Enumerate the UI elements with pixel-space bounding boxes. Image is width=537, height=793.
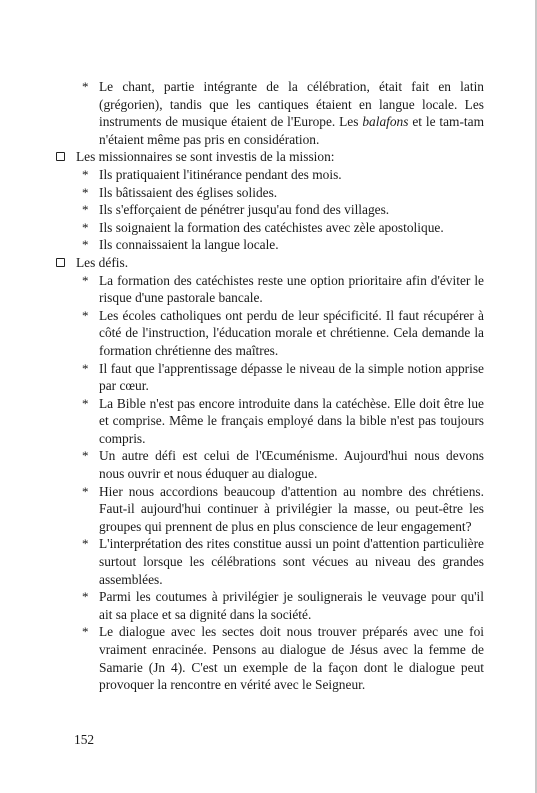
text-run: Le chant, partie intégrante de la célébration, était fait en latin (grégorien), tandis que les cantiques étaient en langue locale. Les instruments de musique étaient de l'Europe. Les [99,79,484,130]
list-item-text: Un autre défi est celui de l'Œcuménisme. Aujourd'hui nous devons nous ouvrir et nous éduquer au dialogue. [99,448,484,482]
list-item-text: Ils s'efforçaient de pénétrer jusqu'au fond des villages. [99,202,390,218]
section-defis [54,254,484,272]
list-item [74,236,484,254]
list-item [74,201,484,219]
list-item [74,360,484,395]
asterisk-bullet: * [82,307,89,323]
asterisk-bullet: * [82,202,89,218]
asterisk-bullet: * [82,483,89,499]
asterisk-bullet: * [82,360,89,376]
asterisk-bullet: * [82,272,89,288]
page-text [74,78,484,694]
list-item [74,307,484,360]
list-item-chant [74,78,484,148]
list-item-text: Parmi les coutumes à privilégier je soulignerais le veuvage pour qu'il ait sa place et sa dignité dans la société. [99,589,484,622]
section-missionnaires [54,148,484,166]
asterisk-bullet: * [82,166,89,182]
list-item-text: Le dialogue avec les sectes doit nous trouver préparés avec une foi vraiment enracinée. Pensons au dialogue de Jésus avec la femme de Samarie (Jn 4). C'est un exemple de la façon dont le dialogue peut provoquer la rencontre en vérité avec le Seigneur. [99,624,484,693]
list-item-text: Ils pratiquaient l'itinérance pendant des mois. [99,166,342,182]
list-item [74,219,484,237]
list-item-text: Il faut que l'apprentissage dépasse le niveau de la simple notion apprise par cœur. [99,360,484,394]
list-item-text: Les écoles catholiques ont perdu de leur spécificité. Il faut récupérer à côté de l'instruction, l'éducation morale et chrétienne. Cela demande la formation chrétienne des maîtres. [99,307,484,358]
list-item-text: L'interprétation des rites constitue aussi un point d'attention particulière surtout lorsque les célébrations sont vécues au niveau des grandes assemblées. [99,536,484,587]
asterisk-bullet: * [82,79,89,94]
list-item [74,395,484,448]
list-item [74,166,484,184]
checkbox-square-icon [56,152,65,161]
list-item [74,184,484,202]
list-item-text: La formation des catéchistes reste une option prioritaire afin d'éviter le risque d'une pastorale bancale. [99,272,484,306]
text-run: et le tam-tam n'étaient même pas pris en considération. [99,114,484,147]
asterisk-bullet: * [82,237,89,253]
asterisk-bullet: * [82,624,89,640]
list-item-text: Ils connaissaient la langue locale. [99,237,279,253]
asterisk-bullet: * [82,536,89,552]
asterisk-bullet: * [82,395,89,411]
asterisk-bullet: * [82,219,89,235]
list-item [74,623,484,693]
list-item [74,588,484,623]
list-item-text: Hier nous accordions beaucoup d'attention au nombre des chrétiens. Faut-il aujourd'hui continuer à privilégier la masse, ou peut-être les groupes qui prennent de plus en plus conscience de leur engagement? [99,483,484,534]
list-item [74,535,484,588]
list-item [74,447,484,482]
page-number: 152 [74,732,95,747]
list-item [74,483,484,536]
list-item-text: Ils bâtissaient des églises solides. [99,184,278,200]
asterisk-bullet: * [82,448,89,464]
list-item [74,272,484,307]
section-heading: Les défis. [76,254,129,270]
italic-term: balafons [362,114,409,130]
checkbox-square-icon [56,258,65,267]
section-heading: Les missionnaires se sont investis de la mission: [76,149,335,165]
list-item-text: Ils soignaient la formation des catéchistes avec zèle apostolique. [99,219,444,235]
list-item-text: La Bible n'est pas encore introduite dans la catéchèse. Elle doit être lue et comprise. Même le français employé dans la bible n'est pas toujours compris. [99,395,484,446]
asterisk-bullet: * [82,184,89,200]
asterisk-bullet: * [82,589,89,605]
